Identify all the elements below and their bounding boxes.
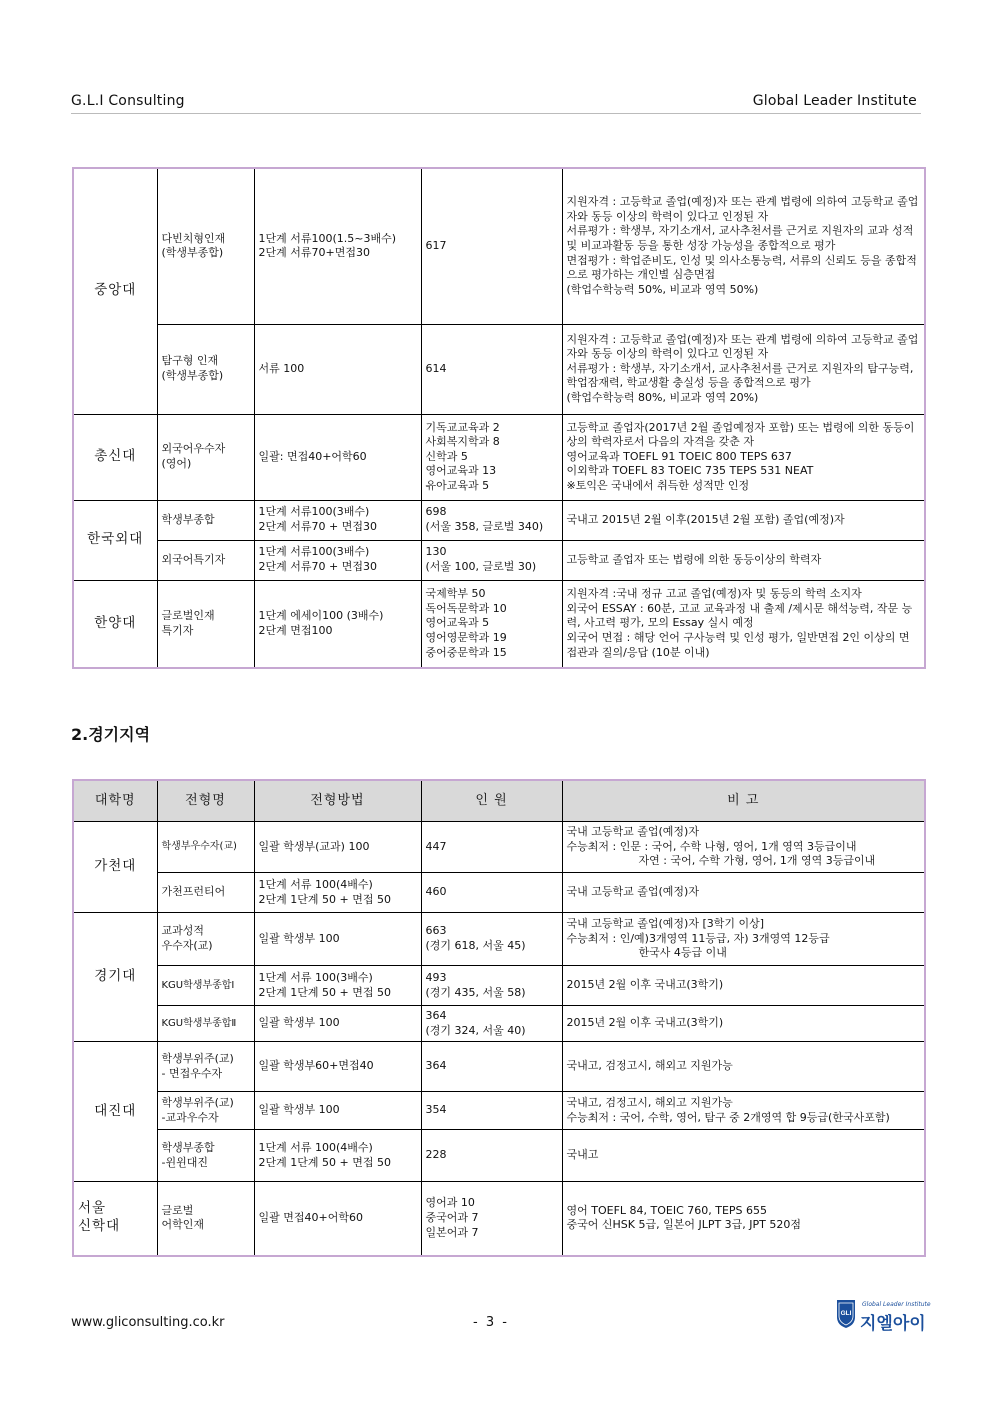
table-row xyxy=(73,1042,925,1092)
univ-name: 가천대 xyxy=(73,822,157,913)
track-method: 일괄 학생부(교과) 100 xyxy=(254,822,421,873)
track-method: 1단계 에세이100 (3배수) 2단계 면접100 xyxy=(254,580,421,668)
note-line: 영어 TOEFL 84, TOEIC 760, TEPS 655 xyxy=(566,1203,768,1217)
table-header-row xyxy=(73,780,925,822)
table-row xyxy=(73,1092,925,1130)
track-name: 교과성적 우수자(교) xyxy=(157,913,254,966)
note-line: 지원자격 : 고등학교 졸업(예정)자 또는 관계 법령에 의하여 고등학교 졸업자와 동등 이상의 학력이 있다고 인정된 자 xyxy=(566,195,919,223)
note-line: 국내 고등학교 졸업(예정)자 xyxy=(566,825,699,839)
section-title: 2.경기지역 xyxy=(71,725,151,744)
univ-name: 대진대 xyxy=(73,1042,157,1182)
logo-wordmark: 지엘아이 xyxy=(860,1314,926,1334)
track-quota: 698 (서울 358, 글로벌 340) xyxy=(421,500,562,540)
track-method: 일괄: 면접40+어학60 xyxy=(254,414,421,500)
header-divider xyxy=(71,113,921,114)
track-notes xyxy=(562,540,925,580)
track-name: 학생부우수자(교) xyxy=(157,822,254,873)
column-header: 인 원 xyxy=(421,780,562,822)
note-line: 고등학교 졸업자 또는 법령에 의한 동등이상의 학력자 xyxy=(566,552,822,566)
note-line: 지원자격 :국내 정규 고교 졸업(예정)자 및 동등의 학력 소지자 xyxy=(566,587,862,601)
track-quota: 364 xyxy=(421,1042,562,1092)
admissions-table-gyeonggi xyxy=(72,779,926,1257)
note-line: 국내고, 검정고시, 해외고 지원가능 xyxy=(566,1095,733,1109)
footer-url: www.gliconsulting.co.kr xyxy=(71,1315,225,1330)
column-header: 대학명 xyxy=(73,780,157,822)
track-method: 일괄 학생부 100 xyxy=(254,913,421,966)
track-quota: 617 xyxy=(421,168,562,324)
track-quota: 493 (경기 435, 서울 58) xyxy=(421,966,562,1006)
note-line: 지원자격 : 고등학교 졸업(예정)자 또는 관계 법령에 의하여 고등학교 졸업자와 동등 이상의 학력이 있다고 인정된 자 xyxy=(566,332,919,361)
note-line: 한국사 4등급 이내 xyxy=(638,946,727,960)
track-notes xyxy=(562,500,925,540)
track-quota: 354 xyxy=(421,1092,562,1130)
track-method: 일괄 면접40+어학60 xyxy=(254,1182,421,1256)
track-notes xyxy=(562,414,925,500)
track-quota: 447 xyxy=(421,822,562,873)
track-name: KGU학생부종합Ⅰ xyxy=(157,966,254,1006)
univ-name: 서울 신학대 xyxy=(73,1182,157,1256)
table-row xyxy=(73,500,925,540)
note-line: 중국어 신HSK 5급, 일본어 JLPT 3급, JPT 520점 xyxy=(566,1218,802,1232)
track-method: 1단계 서류 100(4배수) 2단계 1단계 50 + 면접 50 xyxy=(254,1130,421,1182)
note-line: 서류평가 : 학생부, 자기소개서, 교사추천서를 근거로 지원자의 탐구능력, 학업잠재력, 학교생활 충실성 등을 종합적으로 평가 xyxy=(566,361,914,390)
note-line: 2015년 2월 이후 국내고(3학기) xyxy=(566,1016,724,1030)
track-name: 외국어특기자 xyxy=(157,540,254,580)
logo-tagline: Global Leader Institute xyxy=(862,1301,931,1308)
univ-name: 총신대 xyxy=(73,414,157,500)
table-row xyxy=(73,168,925,324)
track-notes xyxy=(562,580,925,668)
table-row xyxy=(73,1130,925,1182)
note-line: 고등학교 졸업자(2017년 2월 졸업예정자 포함) 또는 법령에 의한 동등이상의 학력자로서 다음의 자격을 갖춘 자 xyxy=(566,420,915,449)
track-method: 일괄 학생부 100 xyxy=(254,1006,421,1042)
note-line: 수능최저 : 인/예)3개영역 11등급, 자) 3개영역 12등급 xyxy=(566,931,830,945)
track-quota: 국제학부 50 독어독문학과 10 영어교육과 5 영어영문학과 19 중어중문학과 15 xyxy=(421,580,562,668)
column-header: 전형방법 xyxy=(254,780,421,822)
track-method: 1단계 서류100(1.5~3배수) 2단계 서류70+면접30 xyxy=(254,168,421,324)
track-notes xyxy=(562,1130,925,1182)
track-method: 1단계 서류100(3배수) 2단계 서류70 + 면접30 xyxy=(254,540,421,580)
univ-name: 한양대 xyxy=(73,580,157,668)
track-notes xyxy=(562,1092,925,1130)
track-notes xyxy=(562,966,925,1006)
header-institute: Global Leader Institute xyxy=(752,93,917,109)
note-line: 자연 : 국어, 수학 가형, 영어, 1개 영역 3등급이내 xyxy=(638,854,876,868)
track-quota: 663 (경기 618, 서울 45) xyxy=(421,913,562,966)
track-name: 글로벌 어학인재 xyxy=(157,1182,254,1256)
table-row xyxy=(73,414,925,500)
track-name: 가천프런티어 xyxy=(157,873,254,913)
table-row xyxy=(73,1182,925,1256)
note-line: 이외학과 TOEFL 83 TOEIC 735 TEPS 531 NEAT xyxy=(566,464,814,478)
note-line: 수능최저 : 국어, 수학, 영어, 탐구 중 2개영역 합 9등급(한국사포함) xyxy=(566,1110,890,1124)
note-line: (학업수학능력 50%, 비교과 영역 50%) xyxy=(566,282,759,296)
track-name: KGU학생부종합Ⅱ xyxy=(157,1006,254,1042)
column-header: 비 고 xyxy=(562,780,925,822)
note-line: 수능최저 : 인문 : 국어, 수학 나형, 영어, 1개 영역 3등급이내 xyxy=(566,839,857,853)
track-notes xyxy=(562,913,925,966)
page-number: - 3 - xyxy=(473,1315,509,1330)
table-row xyxy=(73,966,925,1006)
table-row xyxy=(73,580,925,668)
track-quota: 364 (경기 324, 서울 40) xyxy=(421,1006,562,1042)
note-line: 국내 고등학교 졸업(예정)자 [3학기 이상] xyxy=(566,917,765,931)
univ-name: 한국외대 xyxy=(73,500,157,580)
note-line: 국내고, 검정고시, 해외고 지원가능 xyxy=(566,1059,733,1073)
track-quota: 영어과 10 중국어과 7 일본어과 7 xyxy=(421,1182,562,1256)
table-row xyxy=(73,913,925,966)
track-method: 1단계 서류 100(4배수) 2단계 1단계 50 + 면접 50 xyxy=(254,873,421,913)
track-quota: 614 xyxy=(421,324,562,414)
note-line: 외국어 면접 : 해당 언어 구사능력 및 인성 평가, 일반면접 2인 이상의 면접관과 질의/응답 (10분 이내) xyxy=(566,631,910,659)
track-name: 외국어우수자 (영어) xyxy=(157,414,254,500)
company-logo xyxy=(836,1299,931,1334)
admissions-table-seoul xyxy=(72,167,926,669)
table-row xyxy=(73,822,925,873)
note-line: 국내 고등학교 졸업(예정)자 xyxy=(566,885,699,899)
univ-name: 경기대 xyxy=(73,913,157,1042)
track-notes xyxy=(562,822,925,873)
table-row xyxy=(73,540,925,580)
shield-icon xyxy=(836,1299,856,1329)
track-name: 학생부종합 -윈윈대진 xyxy=(157,1130,254,1182)
table-row xyxy=(73,1006,925,1042)
track-name: 학생부종합 xyxy=(157,500,254,540)
track-quota: 130 (서울 100, 글로벌 30) xyxy=(421,540,562,580)
track-notes xyxy=(562,873,925,913)
note-line: 서류평가 : 학생부, 자기소개서, 교사추천서를 근거로 지원자의 교과 성적 및 비교과활동 등을 통한 성장 가능성을 종합적으로 평가 xyxy=(566,224,914,252)
track-notes xyxy=(562,1006,925,1042)
track-notes xyxy=(562,324,925,414)
track-method: 1단계 서류 100(3배수) 2단계 1단계 50 + 면접 50 xyxy=(254,966,421,1006)
logo-abbr: GLI xyxy=(840,1310,852,1317)
track-method: 일괄 학생부60+면접40 xyxy=(254,1042,421,1092)
track-name: 글로벌인재 특기자 xyxy=(157,580,254,668)
track-name: 학생부위주(교) -교과우수자 xyxy=(157,1092,254,1130)
note-line: 국내고 xyxy=(566,1148,599,1162)
note-line: 2015년 2월 이후 국내고(3학기) xyxy=(566,978,724,992)
track-notes xyxy=(562,1182,925,1256)
note-line: (학업수학능력 80%, 비교과 영역 20%) xyxy=(566,390,759,404)
track-quota: 228 xyxy=(421,1130,562,1182)
track-method: 서류 100 xyxy=(254,324,421,414)
track-method: 1단계 서류100(3배수) 2단계 서류70 + 면접30 xyxy=(254,500,421,540)
track-method: 일괄 학생부 100 xyxy=(254,1092,421,1130)
track-notes xyxy=(562,1042,925,1092)
track-notes xyxy=(562,168,925,324)
note-line: 외국어 ESSAY : 60분, 고교 교육과정 내 출제 /제시문 해석능력, 작문 능력, 사고력 평가, 모의 Essay 실시 예정 xyxy=(566,601,913,630)
note-line: ※토익은 국내에서 취득한 성적만 인정 xyxy=(566,478,750,492)
table-row xyxy=(73,873,925,913)
univ-name: 중앙대 xyxy=(73,168,157,414)
track-name: 다빈치형인재 (학생부종합) xyxy=(157,168,254,324)
track-name: 학생부위주(교) - 면접우수자 xyxy=(157,1042,254,1092)
note-line: 영어교육과 TOEFL 91 TOEIC 800 TEPS 637 xyxy=(566,449,792,463)
header-company: G.L.I Consulting xyxy=(71,93,185,109)
column-header: 전형명 xyxy=(157,780,254,822)
track-quota: 460 xyxy=(421,873,562,913)
note-line: 국내고 2015년 2월 이후(2015년 2월 포함) 졸업(예정)자 xyxy=(566,512,845,526)
note-line: 면접평가 : 학업준비도, 인성 및 의사소통능력, 서류의 신뢰도 등을 종합적으로 평가하는 개인별 심층면접 xyxy=(566,253,917,282)
table-row xyxy=(73,324,925,414)
track-name: 탐구형 인재 (학생부종합) xyxy=(157,324,254,414)
track-quota: 기독교교육과 2 사회복지학과 8 신학과 5 영어교육과 13 유아교육과 5 xyxy=(421,414,562,500)
